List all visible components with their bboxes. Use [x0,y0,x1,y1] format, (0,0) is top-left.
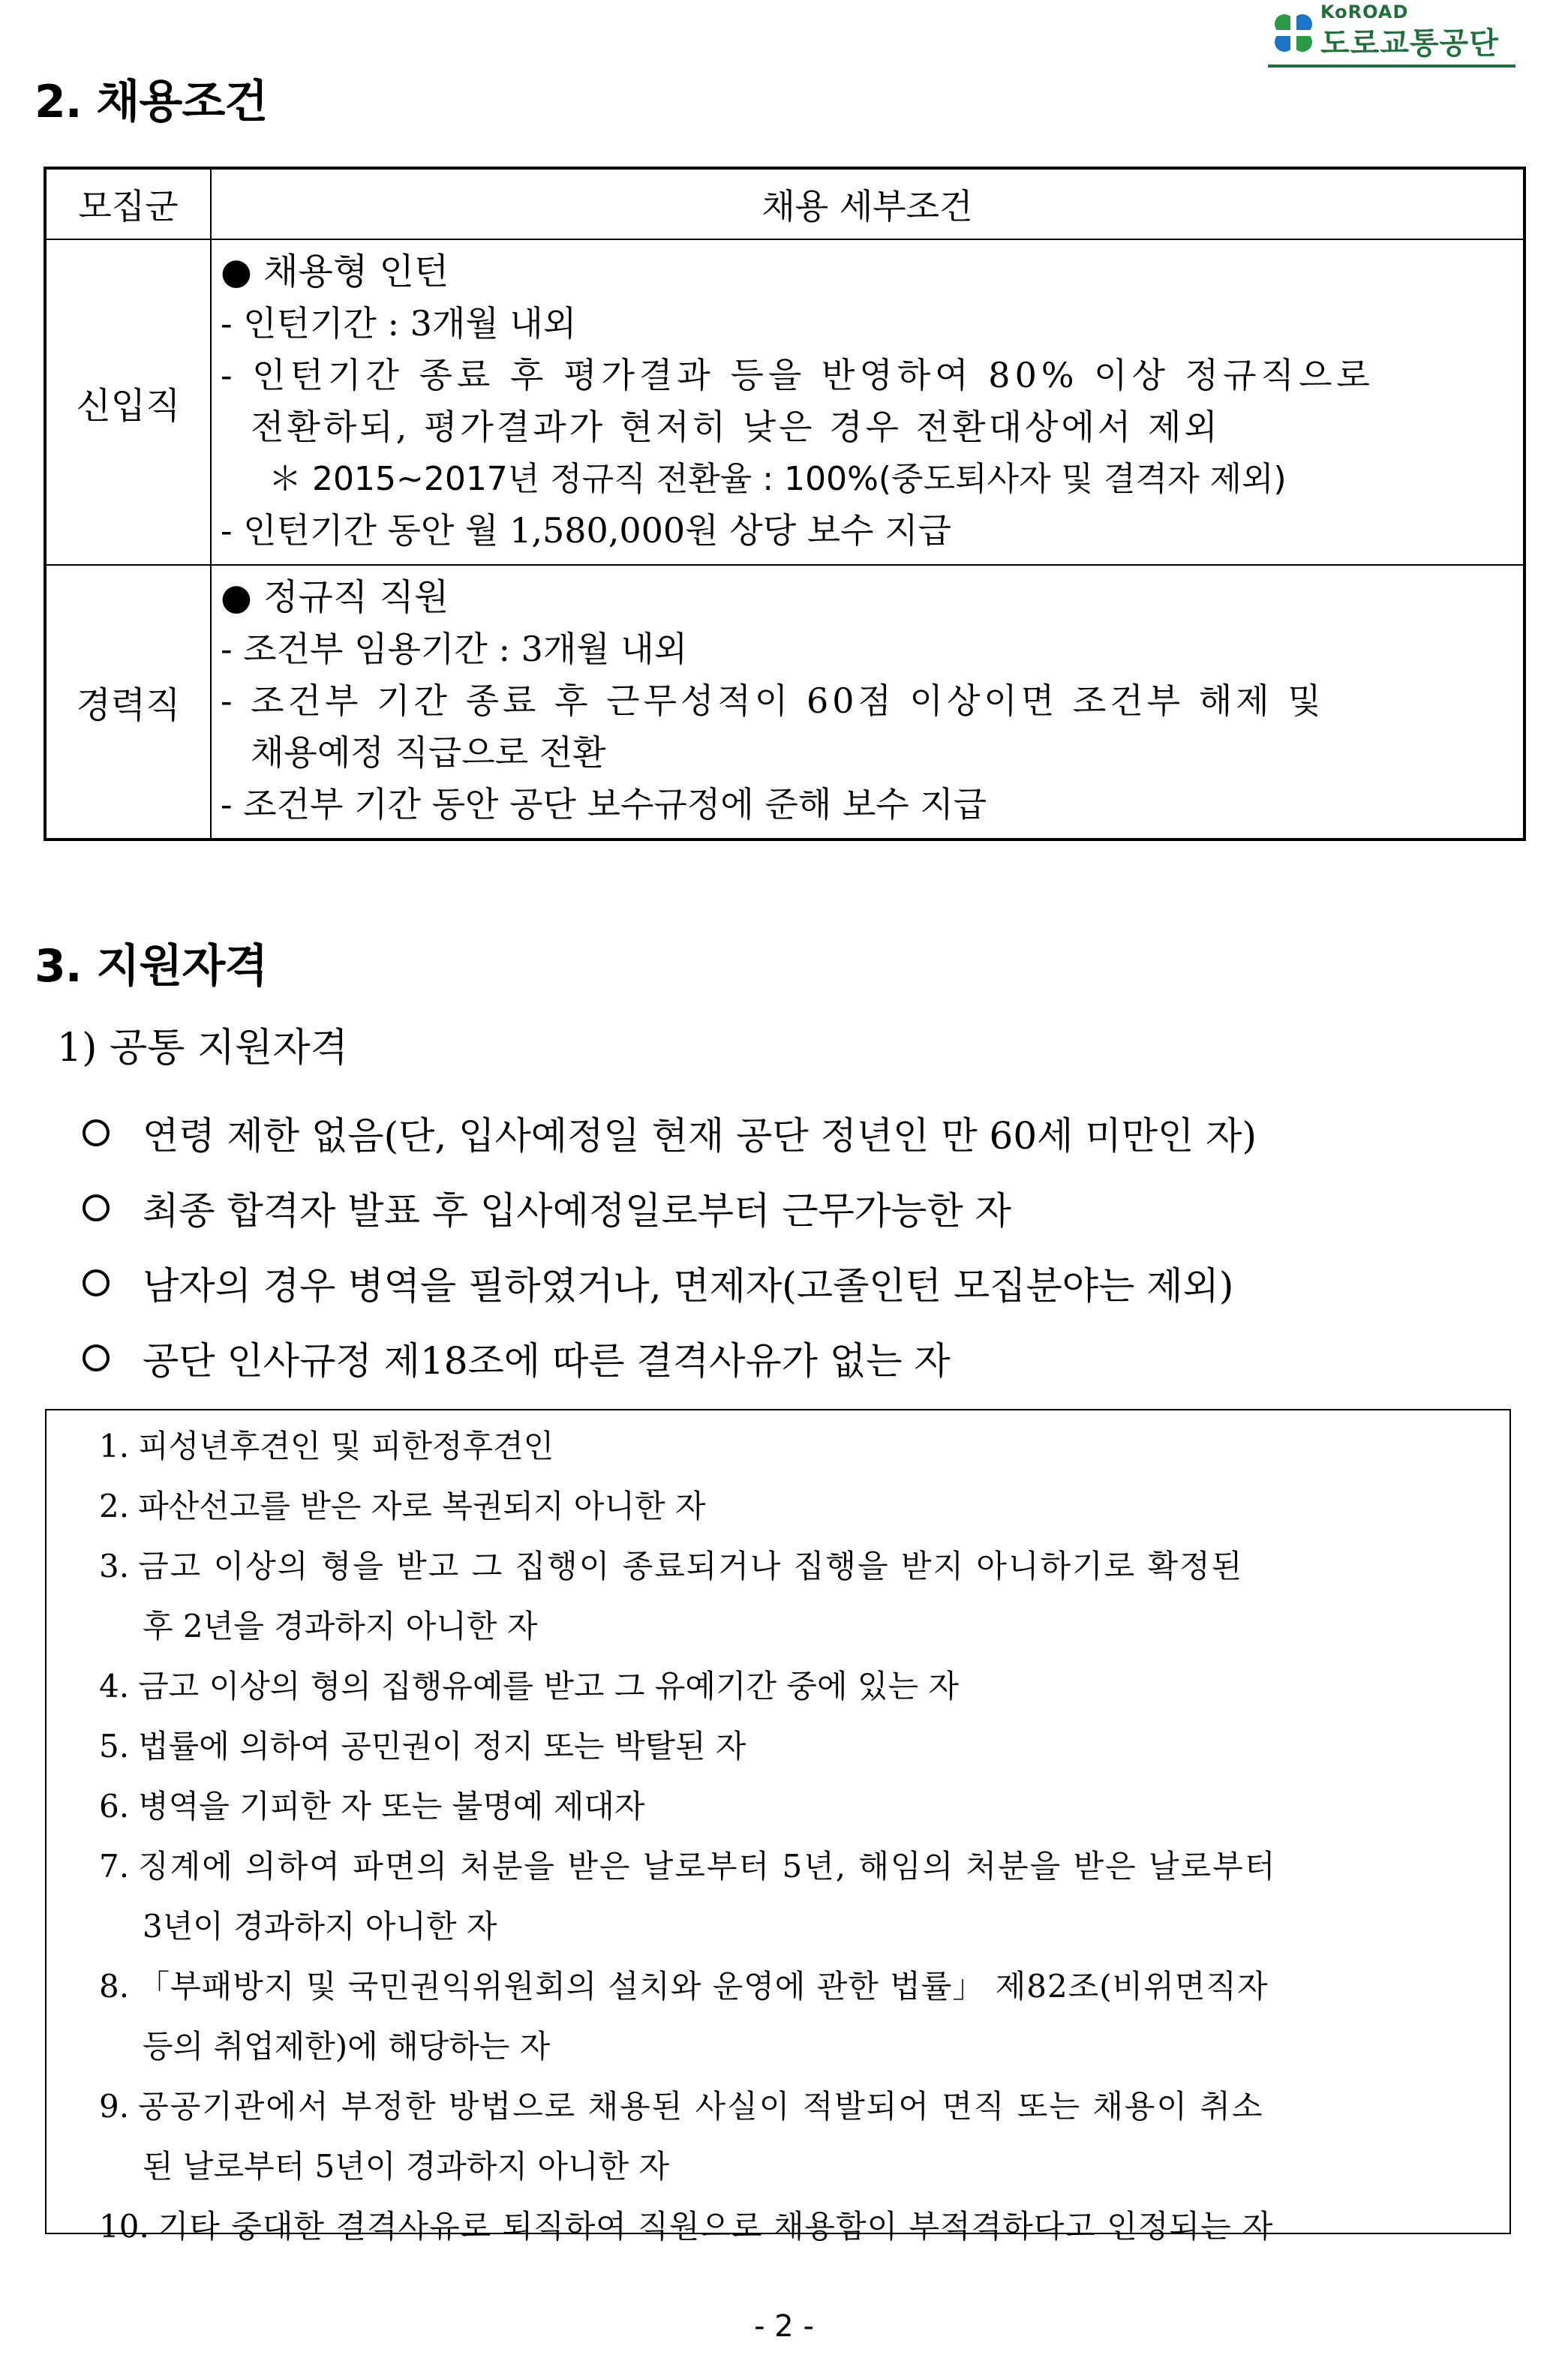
list-item [99,1476,1499,1536]
item-text: 파산선고를 받은 자로 복권되지 아니한 자 [138,1488,706,1524]
condition-line: - 인턴기간 종료 후 평가결과 등을 반영하여 80% 이상 정규직으로 [221,355,1374,395]
condition-line: 전환하되, 평가결과가 현저히 낮은 경우 전환대상에서 제외 [251,407,1221,447]
item-text: 공공기관에서 부정한 방법으로 채용된 사실이 적발되어 면직 또는 채용이 취소 [138,2088,1264,2125]
list-item-continuation [99,2017,1499,2077]
list-item [99,1777,1499,1837]
list-item [99,2077,1499,2137]
header-conditions: 채용 세부조건 [211,168,1524,239]
list-item [99,1536,1499,1597]
conversion-rate-note: ＊ 2015∼2017년 정규직 전환율 : 100%(중도퇴사자 및 결격자 제외) [269,460,1287,498]
item-text: 병역을 기피한 자 또는 불명예 제대자 [138,1788,645,1825]
koroad-logo [1268,0,1515,72]
table-row-newcomer [45,239,1524,565]
group-newcomer: 신입직 [45,239,211,565]
list-item-continuation [99,1897,1499,1957]
logo-brand-en: KoROAD [1320,2,1409,23]
section-3-title: 3. 지원자격 [35,940,268,993]
list-item [99,2197,1499,2257]
employment-conditions-table [44,167,1526,841]
list-item [99,1957,1499,2017]
condition-line: - 인턴기간 : 3개월 내외 [221,303,577,344]
item-text: 3년이 경과하지 아니한 자 [143,1908,497,1945]
item-number: 4. [99,1668,130,1705]
condition-line: - 조건부 기간 종료 후 근무성적이 60점 이상이면 조건부 해제 및 [221,680,1325,721]
item-text: 법률에 의하여 공민권이 정지 또는 박탈된 자 [138,1728,746,1765]
condition-line: - 조건부 임용기간 : 3개월 내외 [221,629,688,669]
condition-line: - 조건부 기간 동안 공단 보수규정에 준해 보수 지급 [221,784,987,825]
circle-bullet-icon [83,1344,110,1371]
heading-intern: ● 채용형 인턴 [221,251,449,293]
common-qualifications-heading: 1) 공통 지원자격 [57,1026,348,1071]
section-2-title: 2. 채용조건 [35,76,268,128]
condition-line: 채용예정 직급으로 전환 [251,732,606,773]
circle-bullet-icon [83,1119,110,1146]
disqualification-list [47,1410,1509,2257]
item-number: 1. [99,1428,130,1464]
list-item-continuation [99,1597,1499,1657]
list-item [83,1245,1257,1320]
logo-brand-ko: 도로교통공단 [1320,26,1499,61]
conditions-newcomer [211,239,1524,565]
list-item [99,1717,1499,1777]
item-number: 8. [99,1968,130,2005]
item-number: 9. [99,2088,130,2125]
logo-underline [1268,65,1515,68]
item-text: 등의 취업제한)에 해당하는 자 [143,2028,551,2065]
item-number: 3. [99,1548,130,1585]
bullet-text: 최종 합격자 발표 후 입사예정일로부터 근무가능한 자 [143,1189,1011,1233]
list-item [83,1095,1257,1170]
item-number: 10. [99,2208,149,2245]
item-text: 후 2년을 경과하지 아니한 자 [143,1608,538,1645]
page-number: - 2 - [754,2309,814,2344]
heading-regular-staff: ● 정규직 직원 [221,576,449,618]
item-text: 기타 중대한 결격사유로 퇴직하여 직원으로 채용함이 부적격하다고 인정되는 자 [158,2208,1274,2245]
header-recruit-group: 모집군 [45,168,211,239]
conditions-experienced [211,565,1524,840]
item-text: 징계에 의하여 파면의 처분을 받은 날로부터 5년, 해임의 처분을 받은 날로부터 [138,1848,1277,1885]
list-item-continuation [99,2137,1499,2197]
list-item [99,1657,1499,1717]
item-text: 피성년후견인 및 피한정후견인 [138,1428,554,1464]
item-text: 된 날로부터 5년이 경과하지 아니한 자 [143,2148,670,2185]
item-number: 5. [99,1728,130,1765]
item-text: 금고 이상의 형의 집행유예를 받고 그 유예기간 중에 있는 자 [138,1668,959,1705]
list-item [99,1837,1499,1897]
condition-line: - 인턴기간 동안 월 1,580,000원 상당 보수 지급 [221,510,952,551]
list-item [99,1416,1499,1476]
table-header-row [45,168,1524,239]
qualification-bullets [83,1095,1257,1395]
table-row-experienced [45,565,1524,840]
clover-logo-icon [1271,11,1316,56]
circle-bullet-icon [83,1194,110,1221]
group-experienced: 경력직 [45,565,211,840]
list-item [83,1320,1257,1395]
bullet-text: 공단 인사규정 제18조에 따른 결격사유가 없는 자 [143,1339,951,1383]
item-number: 7. [99,1848,130,1885]
list-item [83,1170,1257,1245]
item-text: 금고 이상의 형을 받고 그 집행이 종료되거나 집행을 받지 아니하기로 확정된 [138,1548,1244,1585]
circle-bullet-icon [83,1269,110,1296]
disqualification-box [45,1409,1511,2245]
bullet-text: 연령 제한 없음(단, 입사예정일 현재 공단 정년인 만 60세 미만인 자) [143,1114,1257,1158]
item-text: 「부패방지 및 국민권익위원회의 설치와 운영에 관한 법률」 제82조(비위면직자 [138,1968,1269,2005]
item-number: 2. [99,1488,130,1524]
bullet-text: 남자의 경우 병역을 필하였거나, 면제자(고졸인턴 모집분야는 제외) [143,1264,1234,1308]
item-number: 6. [99,1788,130,1825]
